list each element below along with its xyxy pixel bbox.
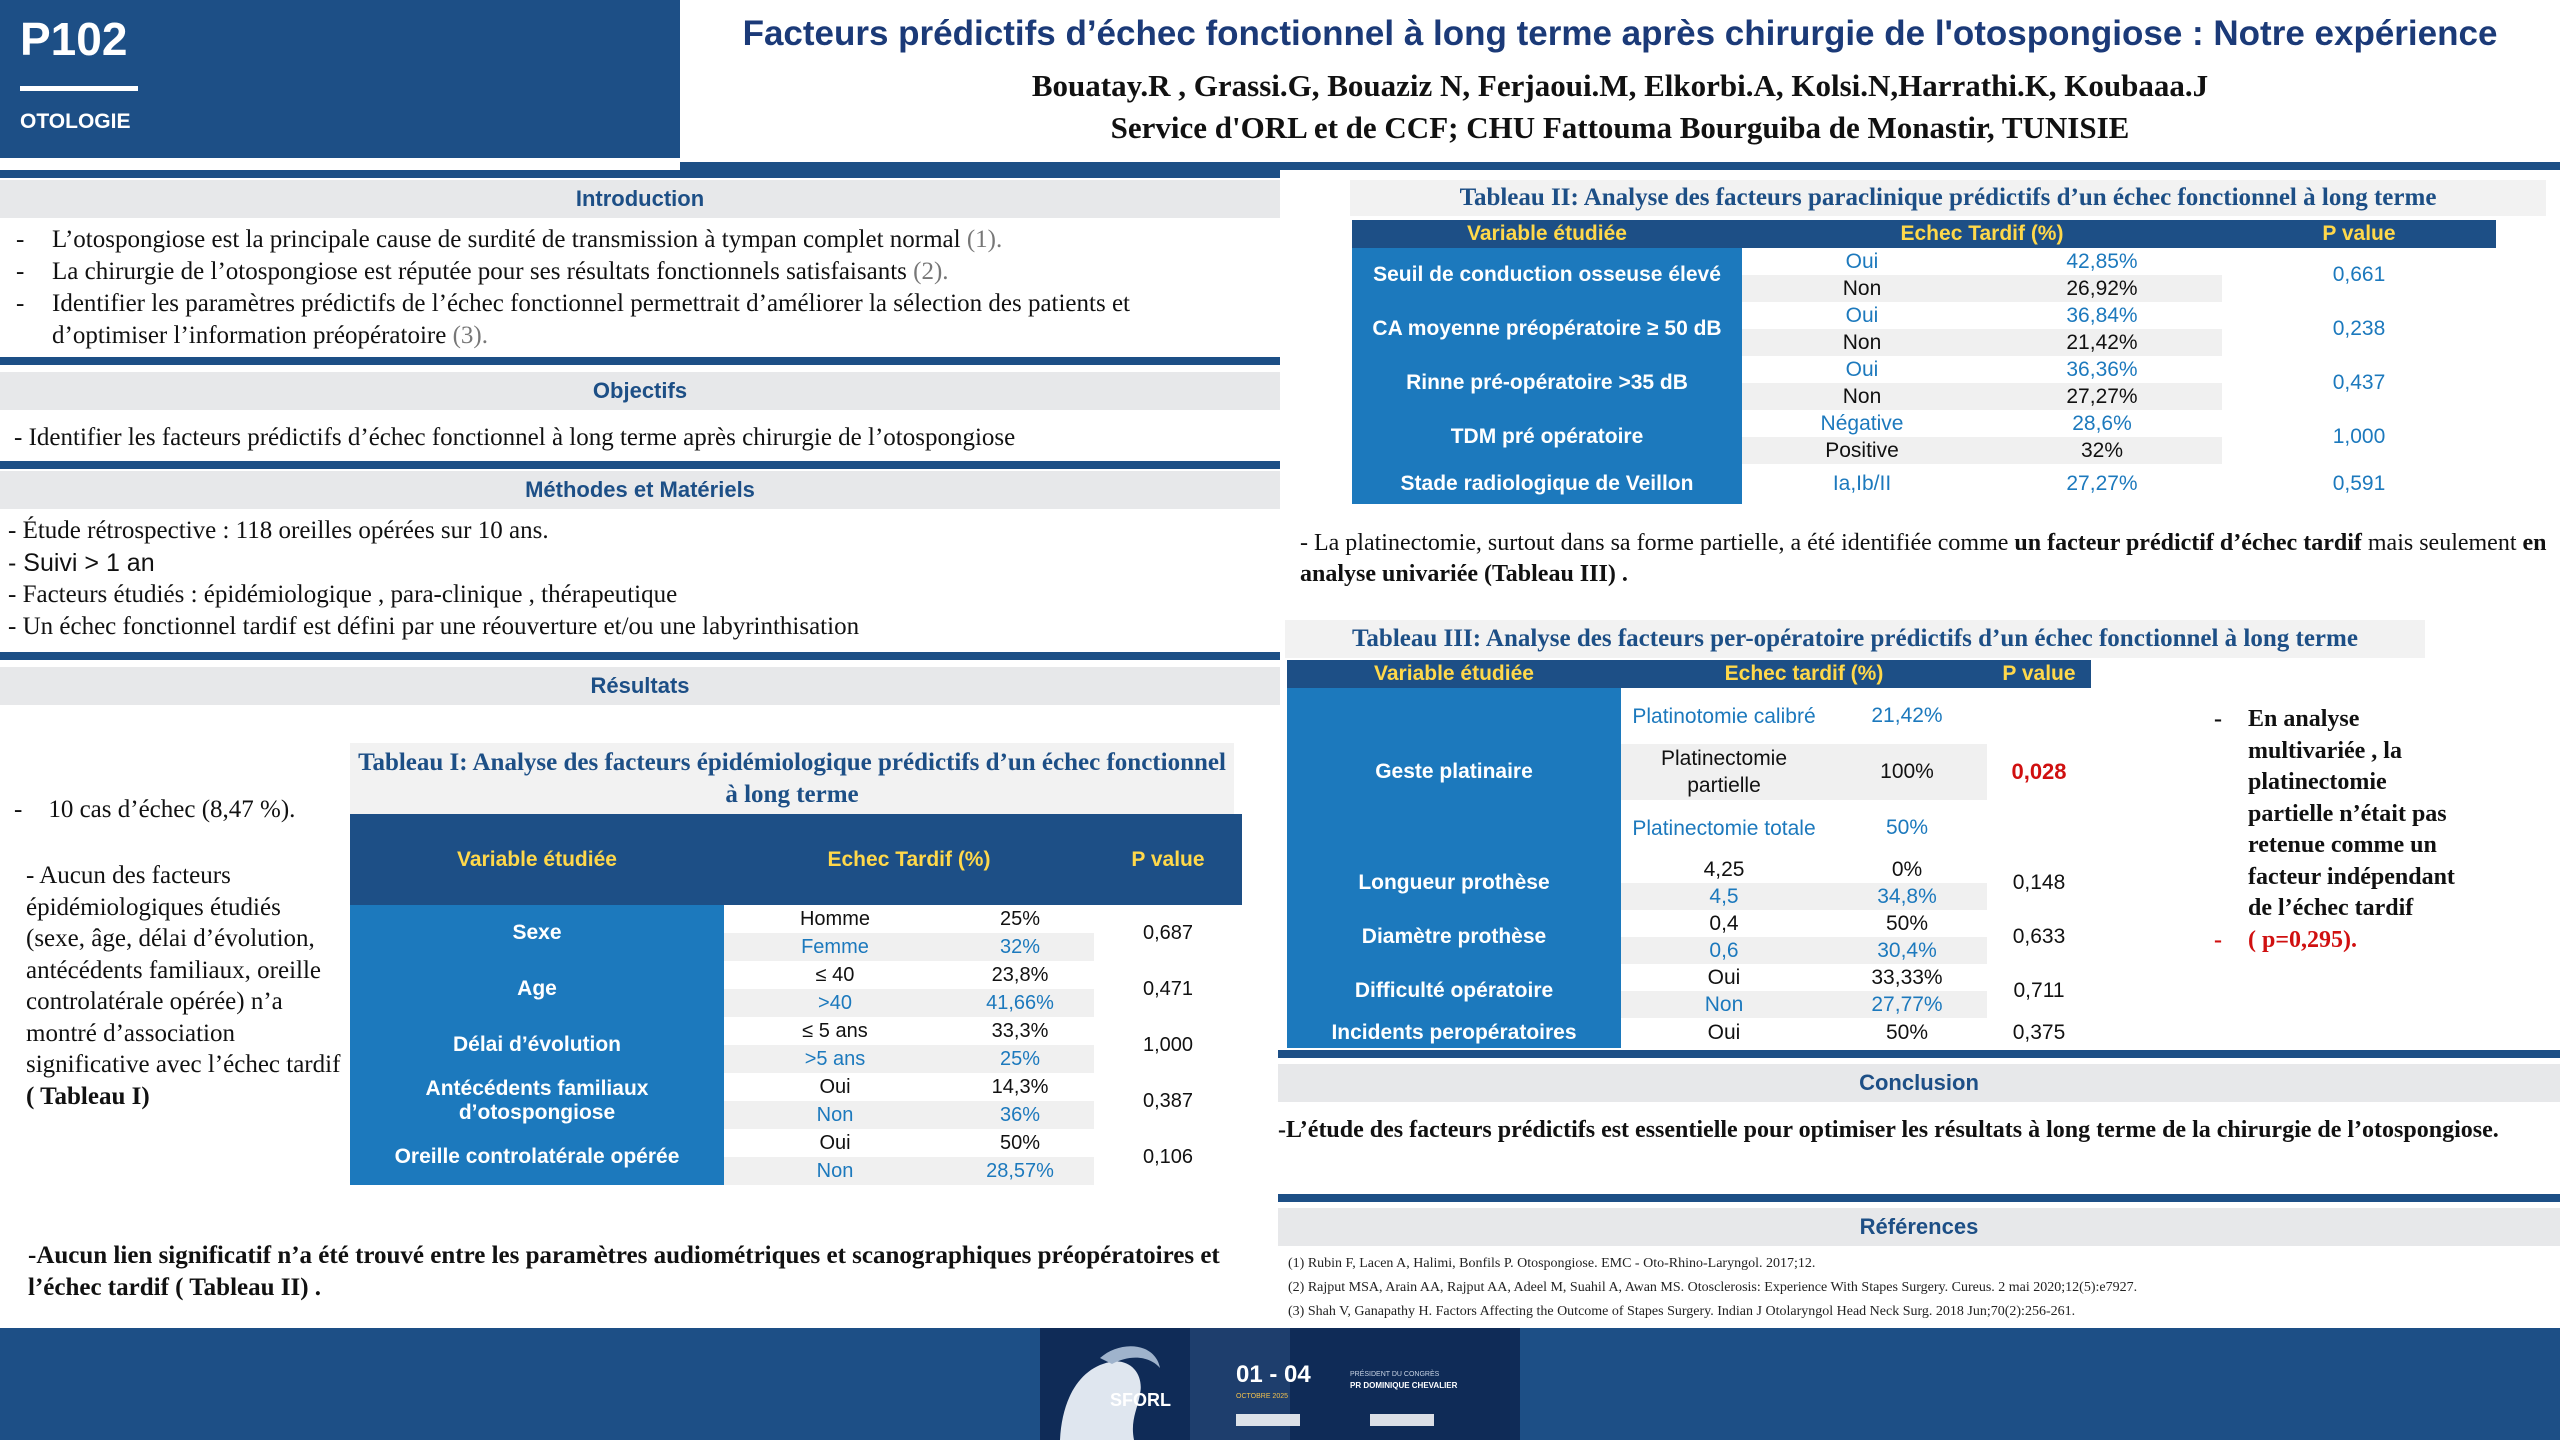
platinectomie-pre: - La platinectomie, surtout dans sa forme partielle, a été identifiée comme [1300, 530, 2015, 556]
objectifs-line [0, 357, 1280, 365]
table3-sub-label: 0,6 [1621, 937, 1827, 964]
congress-dates: 01 - 04 [1236, 1361, 1311, 1388]
table1-header-p: P value [1094, 814, 1242, 905]
multivariee-text: En analyse multivariée , la platinectomie partielle n’était pas retenue comme un facteur indépendant de l’échec tardif [2248, 706, 2455, 921]
table1-p: 0,687 [1094, 905, 1242, 961]
intro-text: L’otospongiose est la principale cause de surdité de transmission à tympan complet normal [52, 226, 967, 253]
table1-sub-label: ≤ 5 ans [724, 1017, 946, 1045]
table3-p: 0,375 [1987, 1018, 2091, 1048]
reference-item: (1) Rubin F, Lacen A, Halimi, Bonfils P. Otospongiose. EMC - Oto-Rhino-Laryngol. 2017;12. [1288, 1256, 1816, 1271]
section-methodes: Méthodes et Matériels [0, 471, 1280, 509]
methodes-line-4: - Un échec fonctionnel tardif est défini par une réouverture et/ou une labyrinthisation [8, 613, 860, 640]
table3-p: 0,028 [1987, 688, 2091, 856]
table1-sub-value: 36% [946, 1101, 1094, 1129]
echec-count: - 10 cas d’échec (8,47 %). [14, 796, 296, 823]
intro-list [0, 224, 1200, 352]
resultats-line [0, 652, 1280, 660]
table3-var: Diamètre prothèse [1287, 910, 1621, 964]
table1-sub-value: 25% [946, 1045, 1094, 1073]
table1-p: 0,387 [1094, 1073, 1242, 1129]
table-row [1352, 410, 2496, 437]
table1-header-row [350, 814, 1242, 905]
table2-sub-label: Positive [1742, 437, 1982, 464]
table2-sub-label: Ia,Ib/II [1742, 464, 1982, 504]
references-line [1278, 1194, 2560, 1202]
multivariee-note: - En analyse multivariée , la platinectomie partielle n’était pas retenue comme un facteur indépendant de l’échec tardif - ( p=0,295). [2214, 706, 2455, 953]
poster-title: Facteurs prédictifs d’échec fonctionnel à long terme après chirurgie de l'otospongiose : Notre expérience [742, 14, 2498, 53]
table1-sub-label: >5 ans [724, 1045, 946, 1073]
table2-sub-value: 27,27% [1982, 464, 2222, 504]
platinectomie-mid: mais seulement [2361, 530, 2523, 556]
table3-sub-label: Oui [1621, 964, 1827, 991]
table2-sub-label: Oui [1742, 302, 1982, 329]
table2-p: 1,000 [2222, 410, 2496, 464]
table3-var: Difficulté opératoire [1287, 964, 1621, 1018]
table2-p: 0,591 [2222, 464, 2496, 504]
table3-sub-value: 33,33% [1827, 964, 1987, 991]
congress-banner-art [1040, 1328, 1520, 1440]
table3-var: Longueur prothèse [1287, 856, 1621, 910]
table3 [1287, 660, 2135, 1048]
table1-sub-label: Oui [724, 1073, 946, 1101]
lien-text: -Aucun lien significatif n’a été trouvé entre les paramètres audiométriques et scanographiques préopératoires et l’échec tardif ( Tableau II) . [28, 1242, 1220, 1301]
table3-sub-value: 100% [1827, 744, 1987, 800]
platinectomie-bold2: en analyse univariée (Tableau III) . [1300, 530, 2547, 587]
platinectomie-text [1300, 528, 2550, 590]
table1-var: Age [350, 961, 724, 1017]
table2-sub-label: Non [1742, 329, 1982, 356]
multivariee-p: ( p=0,295). [2248, 926, 2358, 953]
table3-p: 0,711 [1987, 964, 2091, 1018]
table2-sub-value: 32% [1982, 437, 2222, 464]
table3-var: Geste platinaire [1287, 688, 1621, 856]
table3-header-row [1287, 660, 2135, 688]
table3-sub-value: 50% [1827, 800, 1987, 856]
table1-var: Sexe [350, 905, 724, 961]
table2-sub-value: 42,85% [1982, 248, 2222, 275]
president-label: PRÉSIDENT DU CONGRÈS [1350, 1371, 1440, 1378]
table3-sub-value: 27,77% [1827, 991, 1987, 1018]
table3-header-echec: Echec tardif (%) [1621, 660, 1987, 688]
table3-header-p: P value [1987, 660, 2091, 688]
table3-sub-label: Platinotomie calibré [1621, 688, 1827, 744]
table-row [1352, 248, 2496, 275]
table1-var: Délai d’évolution [350, 1017, 724, 1073]
table2-sub-label: Oui [1742, 356, 1982, 383]
table3-sub-label: 0,4 [1621, 910, 1827, 937]
intro-item [0, 256, 1200, 288]
intro-item [0, 224, 1200, 256]
table3-sub-value: 50% [1827, 1018, 1987, 1048]
section-references: Références [1278, 1208, 2560, 1246]
table1-sub-label: Oui [724, 1129, 946, 1157]
header-bottom-line [680, 162, 2560, 170]
congress-banner [1040, 1328, 1520, 1440]
conclusion-text: -L’étude des facteurs prédictifs est essentielle pour optimiser les résultats à long terme de la chirurgie de l’otospongiose. [1278, 1117, 2499, 1143]
president-name: PR DOMINIQUE CHEVALIER [1350, 1381, 1458, 1390]
table2-sub-value: 28,6% [1982, 410, 2222, 437]
table1-sub-label: Non [724, 1157, 946, 1185]
table3-sub-value: 0% [1827, 856, 1987, 883]
table-row [1352, 464, 2496, 504]
table3-sub-label: 4,25 [1621, 856, 1827, 883]
table2-var: CA moyenne préopératoire ≥ 50 dB [1352, 302, 1742, 356]
table3-sub-label: Platinectomie partielle [1621, 744, 1827, 800]
header-rule [20, 86, 138, 91]
table1-sub-value: 28,57% [946, 1157, 1094, 1185]
table2-header-variable: Variable étudiée [1352, 220, 1742, 248]
table2 [1352, 220, 2496, 504]
table2-caption: Tableau II: Analyse des facteurs paraclinique prédictifs d’un échec fonctionnel à long terme [1350, 180, 2546, 216]
table1-sub-value: 32% [946, 933, 1094, 961]
table3-sub-value: 50% [1827, 910, 1987, 937]
table3-sub-label: Non [1621, 991, 1827, 1018]
table1-sub-value: 23,8% [946, 961, 1094, 989]
table-row [1287, 964, 2135, 991]
intro-ref: (1). [966, 226, 1003, 253]
table2-sub-value: 21,42% [1982, 329, 2222, 356]
table-row [1352, 302, 2496, 329]
table-row [350, 1129, 1242, 1157]
table1-sub-value: 14,3% [946, 1073, 1094, 1101]
table2-var: Stade radiologique de Veillon [1352, 464, 1742, 504]
table2-var: Rinne pré-opératoire >35 dB [1352, 356, 1742, 410]
table2-header-echec: Echec Tardif (%) [1742, 220, 2222, 248]
intro-text: Identifier les paramètres prédictifs de l’échec fonctionnel permettrait d’améliorer la sélection des patients et d’optimiser l’information préopératoire [52, 290, 1130, 349]
table2-sub-label: Oui [1742, 248, 1982, 275]
table-row [1287, 1018, 2135, 1048]
table2-sub-label: Non [1742, 275, 1982, 302]
table3-sub-value: 21,42% [1827, 688, 1987, 744]
intro-line [0, 170, 1280, 178]
table-row [350, 1017, 1242, 1045]
objectifs-text: - Identifier les facteurs prédictifs d’échec fonctionnel à long terme après chirurgie de l’otospongiose [14, 424, 1016, 451]
table1-sub-label: Femme [724, 933, 946, 961]
aucun-ref: ( Tableau I) [26, 1082, 150, 1110]
echec-text: 10 cas d’échec (8,47 %). [48, 796, 296, 823]
authors: Bouatay.R , Grassi.G, Bouaziz N, Ferjaoui.M, Elkorbi.A, Kolsi.N,Harrathi.K, Koubaaa.J [1031, 68, 2209, 103]
methodes-block [8, 515, 1268, 643]
table1-sub-label: Homme [724, 905, 946, 933]
category-label: OTOLOGIE [20, 110, 131, 133]
table-row [1287, 856, 2135, 883]
methodes-line-1: - Étude rétrospective : 118 oreilles opérées sur 10 ans. [8, 517, 549, 544]
table1-sub-label: >40 [724, 989, 946, 1017]
table1-sub-value: 50% [946, 1129, 1094, 1157]
table2-sub-label: Non [1742, 383, 1982, 410]
table1-var: Oreille controlatérale opérée [350, 1129, 724, 1185]
table3-sub-value: 34,8% [1827, 883, 1987, 910]
table-row [1287, 688, 2135, 744]
intro-ref: (2). [913, 258, 949, 285]
table1-caption: Tableau I: Analyse des facteurs épidémiologique prédictifs d’un échec fonctionnel à long terme [350, 743, 1234, 817]
table1-p: 0,106 [1094, 1129, 1242, 1185]
table2-sub-label: Négative [1742, 410, 1982, 437]
references-list [1288, 1252, 2548, 1324]
table1-body [350, 905, 1242, 1185]
section-objectifs: Objectifs [0, 372, 1280, 410]
table3-var: Incidents peropératoires [1287, 1018, 1621, 1048]
table2-sub-value: 36,36% [1982, 356, 2222, 383]
table1-sub-value: 33,3% [946, 1017, 1094, 1045]
table-row [1287, 910, 2135, 937]
intro-text: La chirurgie de l’otospongiose est réputée pour ses résultats fonctionnels satisfaisants [52, 258, 914, 285]
methodes-line-2: - Suivi > 1 an [8, 549, 155, 577]
table2-var: Seuil de conduction osseuse élevé [1352, 248, 1742, 302]
affiliation: Service d'ORL et de CCF; CHU Fattouma Bourguiba de Monastir, TUNISIE [1110, 110, 2130, 145]
reference-item: (3) Shah V, Ganapathy H. Factors Affecting the Outcome of Stapes Surgery. Indian J Otolaryngol Head Neck Surg. 2018 Jun;70(2):256-261. [1288, 1304, 2076, 1319]
table1-sub-label: Non [724, 1101, 946, 1129]
table1-header-variable: Variable étudiée [350, 814, 724, 905]
reference-item: (2) Rajput MSA, Arain AA, Rajput AA, Adeel M, Suahil A, Awan MS. Otosclerosis: Experience With Stapes Surgery. Cureus. 2 mai 2020;12(5):e7927. [1288, 1280, 2138, 1295]
section-introduction: Introduction [0, 180, 1280, 218]
platinectomie-bold1: un facteur prédictif d’échec tardif [2014, 530, 2362, 556]
table1-sub-value: 25% [946, 905, 1094, 933]
table3-p: 0,633 [1987, 910, 2091, 964]
table1-sub-label: ≤ 40 [724, 961, 946, 989]
table2-p: 0,437 [2222, 356, 2496, 410]
table2-header-row [1352, 220, 2496, 248]
table1-p: 0,471 [1094, 961, 1242, 1017]
section-resultats: Résultats [0, 667, 1280, 705]
table1-p: 1,000 [1094, 1017, 1242, 1073]
table3-p: 0,148 [1987, 856, 2091, 910]
table3-sub-label: 4,5 [1621, 883, 1827, 910]
table3-sub-value: 30,4% [1827, 937, 1987, 964]
society-logo: SFORL [1110, 1390, 1171, 1410]
poster-id: P102 [20, 13, 128, 65]
table-row [350, 1073, 1242, 1101]
table2-p: 0,661 [2222, 248, 2496, 302]
table2-sub-value: 36,84% [1982, 302, 2222, 329]
table3-sub-label: Platinectomie totale [1621, 800, 1827, 856]
methodes-line [0, 461, 1280, 469]
table3-header-variable: Variable étudiée [1287, 660, 1621, 688]
aucun-text: Aucun des facteurs épidémiologiques étudiés (sexe, âge, délai d’évolution, antécédents familiaux, oreille controlatérale opérée) n’a montré d’association significative avec l’échec tardif [26, 862, 341, 1078]
table3-sub-label: Oui [1621, 1018, 1827, 1048]
intro-item [0, 288, 1200, 352]
table2-sub-value: 27,27% [1982, 383, 2222, 410]
methodes-line-3: - Facteurs étudiés : épidémiologique , para-clinique , thérapeutique [8, 581, 678, 608]
aucun-facteur-text: - Aucun des facteurs épidémiologiques étudiés (sexe, âge, délai d’évolution, antécédents familiaux, oreille controlatérale opérée) n’a montré d’association significative avec l’échec tardif ( Tableau I) [26, 862, 341, 1110]
table2-sub-value: 26,92% [1982, 275, 2222, 302]
table1-header-echec: Echec Tardif (%) [724, 814, 1094, 905]
table-row [1352, 356, 2496, 383]
table2-header-p: P value [2222, 220, 2496, 248]
table2-var: TDM pré opératoire [1352, 410, 1742, 464]
table-row [350, 961, 1242, 989]
table-row [350, 905, 1242, 933]
conclusion-line [1278, 1050, 2560, 1058]
congress-month: OCTOBRE 2025 [1236, 1393, 1289, 1400]
table2-p: 0,238 [2222, 302, 2496, 356]
section-conclusion: Conclusion [1278, 1064, 2560, 1102]
table3-caption: Tableau III: Analyse des facteurs per-opératoire prédictifs d’un échec fonctionnel à long terme [1285, 620, 2425, 658]
table1-sub-value: 41,66% [946, 989, 1094, 1017]
table1-var: Antécédents familiaux d’otospongiose [350, 1073, 724, 1129]
intro-ref: (3). [452, 322, 488, 349]
